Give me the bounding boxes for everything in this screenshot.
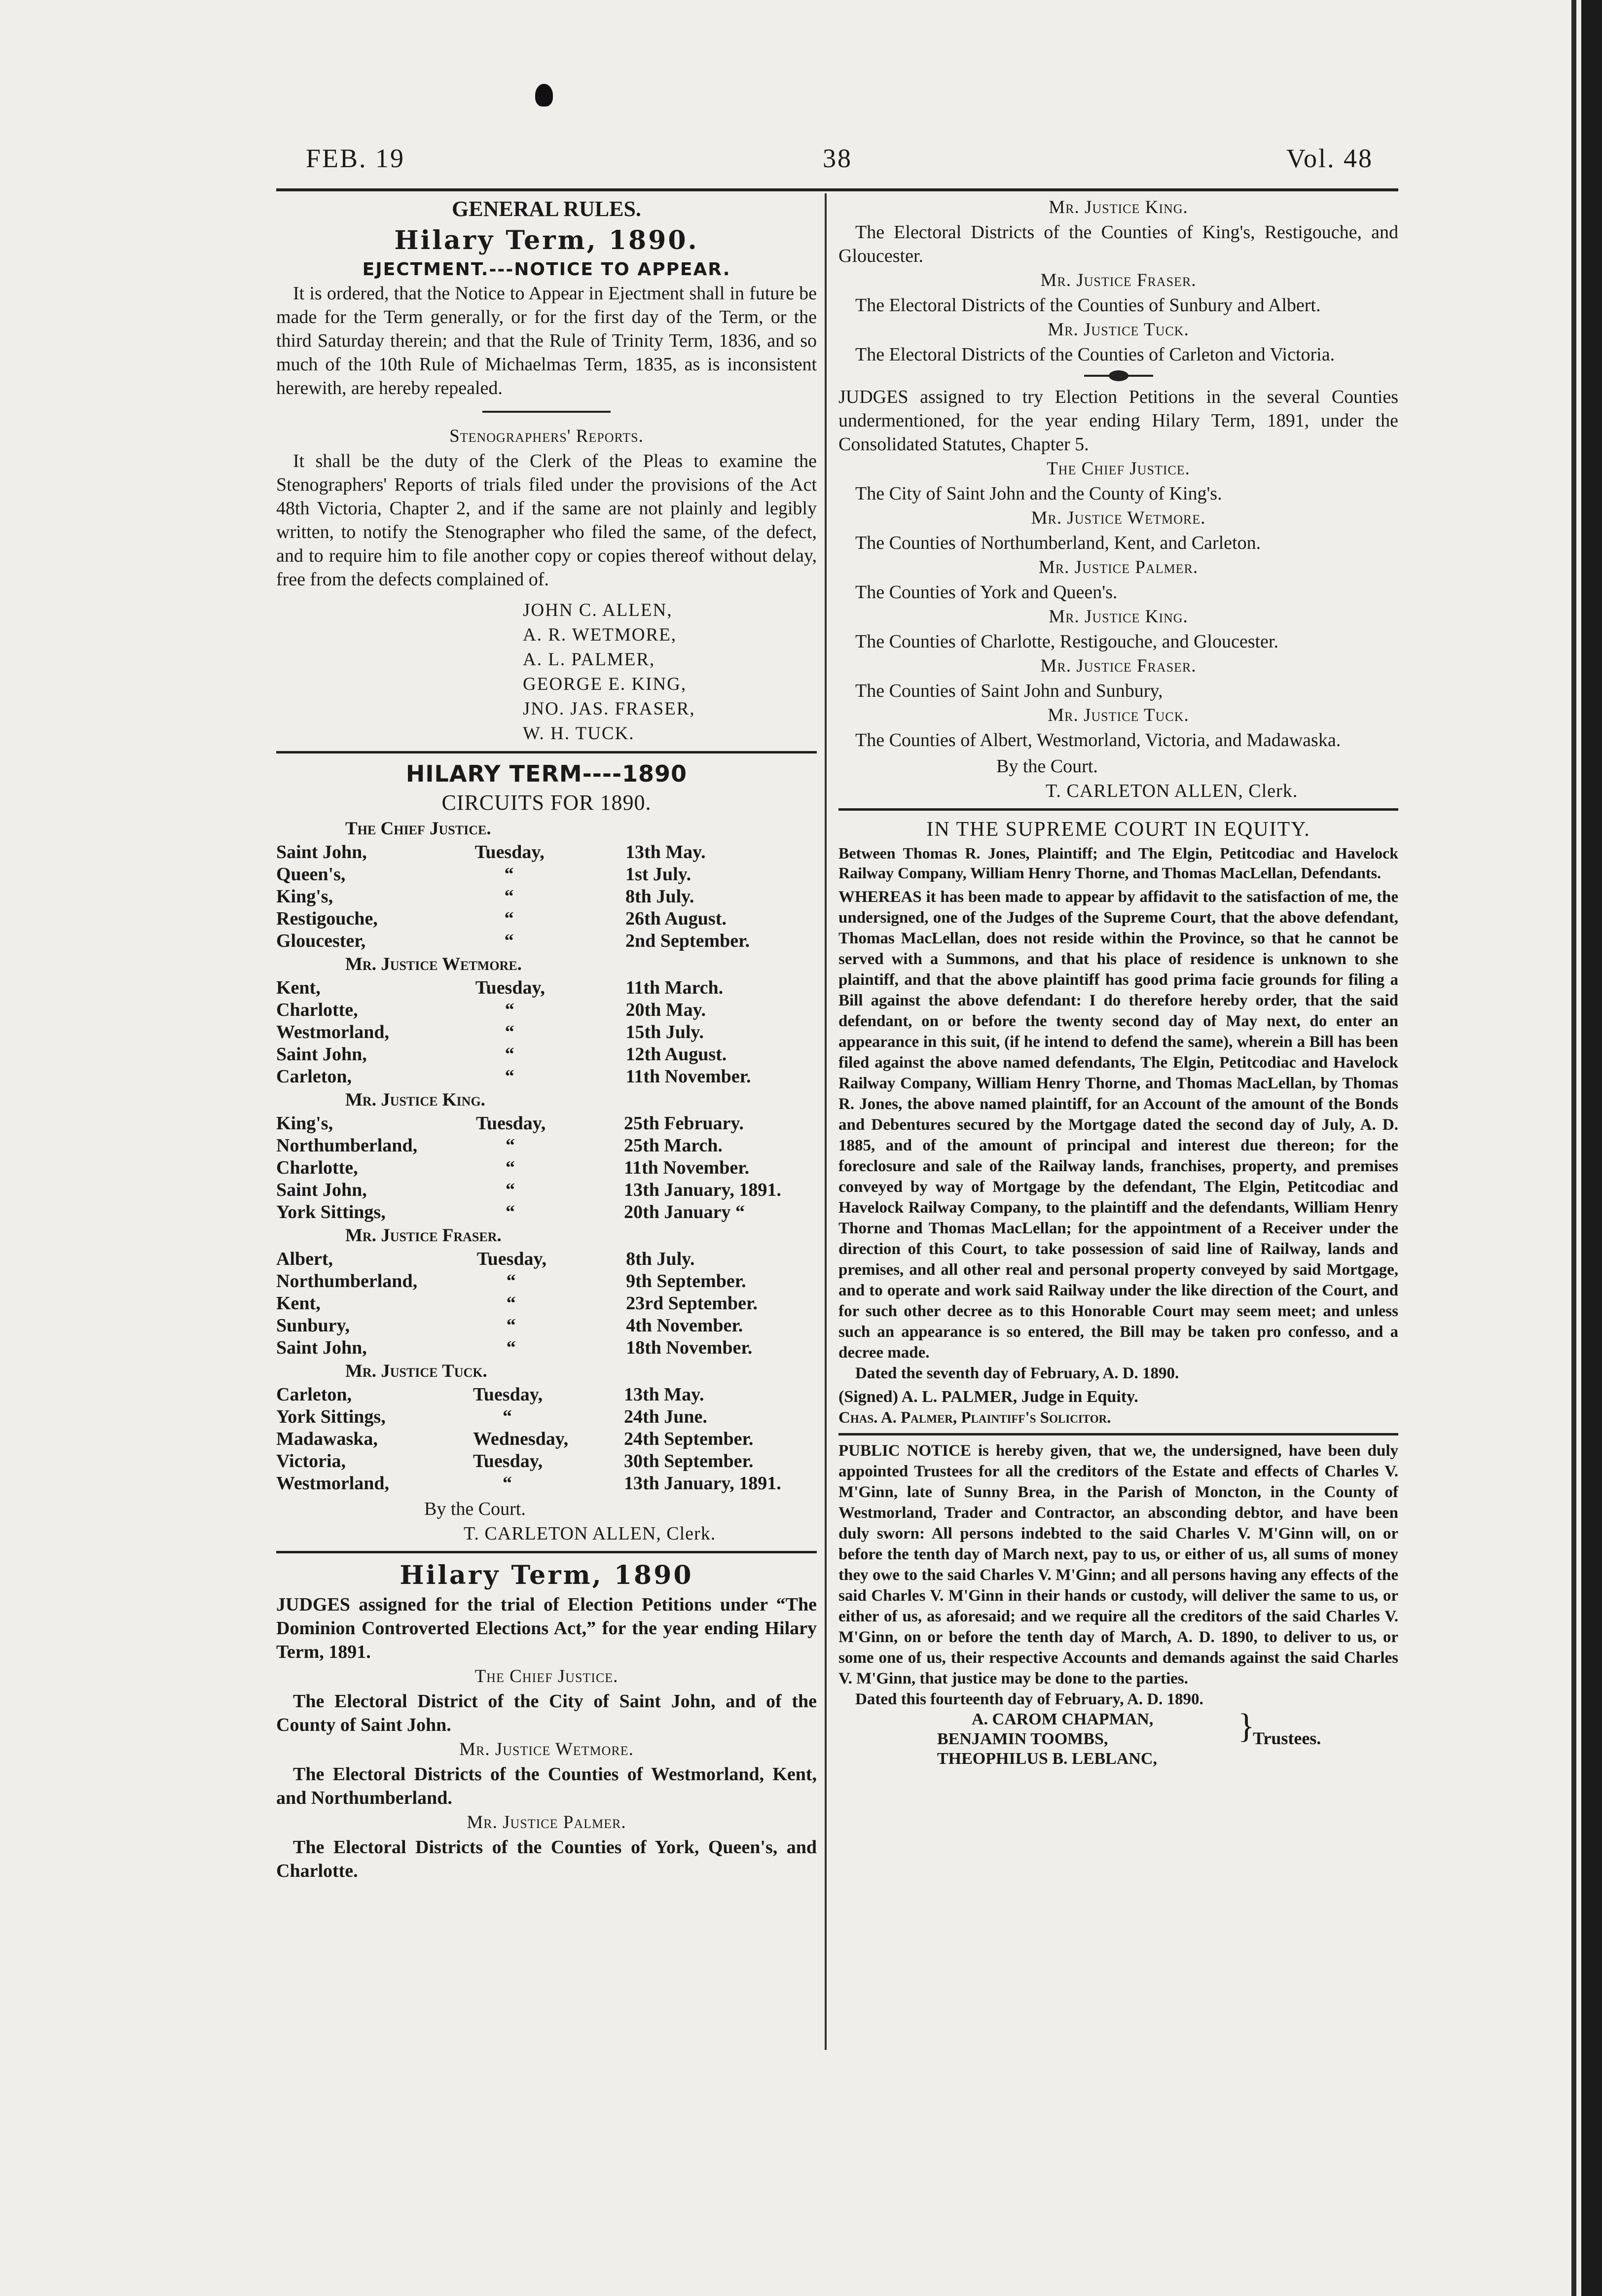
assignment-districts: The Counties of York and Queen's.	[855, 582, 1118, 603]
circuit-date: 11th November.	[624, 1157, 750, 1178]
dominion-assignments-continued	[838, 195, 1398, 366]
circuit-row	[276, 1270, 817, 1292]
by-the-court-right: By the Court.	[996, 756, 1098, 777]
circuit-table	[276, 1112, 817, 1223]
circuit-day: “	[505, 1044, 514, 1065]
trustee-name: THEOPHILUS B. LEBLANC,	[937, 1750, 1157, 1768]
circuit-place: Kent,	[276, 977, 321, 998]
circuit-row	[276, 1337, 817, 1359]
circuit-place: Saint John,	[276, 1337, 367, 1358]
section-rule	[838, 808, 1398, 811]
circuit-day: “	[505, 1022, 514, 1042]
binding-edge-inner	[1571, 0, 1576, 2296]
hilary-term-circuits-heading: HILARY TERM----1890	[405, 760, 688, 787]
left-column	[276, 195, 817, 1883]
clerk-signature: T. CARLETON ALLEN, Clerk.	[464, 1523, 716, 1544]
signer: GEORGE E. KING,	[523, 674, 687, 694]
equity-signed: (Signed) A. L. PALMER, Judge in Equity.	[838, 1388, 1138, 1406]
circuit-place: Madawaska,	[276, 1429, 378, 1449]
trustees-block	[937, 1707, 1398, 1769]
circuit-date: 2nd September.	[625, 931, 750, 951]
circuit-place: Gloucester,	[276, 931, 366, 951]
circuit-place: Albert,	[276, 1249, 333, 1269]
circuit-day: “	[504, 931, 514, 951]
hilary-term-heading-2: Hilary Term, 1890	[400, 1560, 693, 1590]
stenographers-heading: Stenographers' Reports.	[449, 426, 644, 446]
signer: A. L. PALMER,	[523, 649, 655, 670]
circuit-row	[276, 1201, 817, 1223]
assignment-districts: The Electoral Districts of the Counties of Carleton and Victoria.	[855, 344, 1335, 365]
circuit-row	[276, 1248, 817, 1270]
judges-signatures	[523, 598, 817, 746]
circuit-table	[276, 1248, 817, 1359]
equity-dated: Dated the seventh day of February, A. D. 1890.	[855, 1364, 1179, 1382]
circuit-date: 4th November.	[626, 1315, 743, 1336]
assignment-judge: Mr. Justice King.	[1049, 607, 1188, 627]
assignment-judge: Mr. Justice Tuck.	[1048, 320, 1189, 340]
general-rules-heading: GENERAL RULES.	[452, 197, 641, 221]
equity-parties: Between Thomas R. Jones, Plaintiff; and The Elgin, Petitcodiac and Havelock Railway Company, William Henry Thorne, and Thomas MacLellan, Defendants.	[838, 844, 1398, 882]
circuit-table	[276, 841, 817, 952]
circuit-place: Westmorland,	[276, 1473, 390, 1494]
ink-blot	[535, 84, 553, 107]
assignment-districts: The Counties of Saint John and Sunbury,	[855, 681, 1163, 701]
circuit-row	[276, 1315, 817, 1337]
circuit-place: Queen's,	[276, 864, 346, 885]
circuit-row	[276, 1066, 817, 1088]
circuit-row	[276, 1428, 817, 1450]
circuit-place: Westmorland,	[276, 1022, 390, 1042]
assignment-judge: Mr. Justice Palmer.	[467, 1812, 626, 1832]
assignment-judge: The Chief Justice.	[474, 1666, 619, 1686]
consolidated-judges-intro: JUDGES assigned to try Election Petitions in the several Counties undermentioned, for the year ending Hilary Term, 1891, under the Consolidated Statutes, Chapter 5.	[838, 387, 1398, 455]
assignment-districts: The Counties of Northumberland, Kent, and Carleton.	[855, 533, 1261, 553]
trustee-name: A. CAROM CHAPMAN,	[972, 1710, 1154, 1728]
circuit-row	[276, 1406, 817, 1428]
circuit-row	[276, 908, 817, 930]
assignment-districts: The Electoral Districts of the Counties of King's, Restigouche, and Gloucester.	[838, 222, 1398, 266]
assignment-districts: The Electoral Districts of the Counties of Westmorland, Kent, and Northumberland.	[276, 1764, 817, 1808]
circuit-day: “	[502, 1406, 512, 1427]
circuit-date: 13th January, 1891.	[624, 1180, 781, 1200]
circuit-place: York Sittings,	[276, 1202, 386, 1222]
circuit-date: 30th September.	[623, 1451, 754, 1471]
dominion-judges-intro: JUDGES assigned for the trial of Election Petitions under “The Dominion Controverted Elections Act,” for the year ending Hilary Term, 1891.	[276, 1594, 817, 1662]
circuit-place: Saint John,	[276, 1044, 367, 1065]
signer: JNO. JAS. FRASER,	[523, 699, 695, 719]
public-notice-text: PUBLIC NOTICE is hereby given, that we, the undersigned, have been duly appointed Trustees for all the creditors of the Estate and effects of Charles V. M'Ginn, late of Sunny Brea, in the Parish of Moncton, in the County of Westmorland, Trader and Contractor, an absconding debtor, and have been duly sworn: All persons indebted to the said Charles V. M'Ginn will, on or before the tenth day of March next, pay to us, or either of us, all sums of money they owe to the said Charles V. M'Ginn; and all persons having any effects of the said Charles V. M'Ginn in their hands or custody, will deliver the same to us, or either of us, as aforesaid; and we require all the creditors of the said Charles V. M'Ginn, on or before the tenth day of March, A. D. 1890, to deliver to us, or some one of us, their respective Accounts and demands against the said Charles V. M'Ginn, that justice may be done to the parties.	[838, 1442, 1398, 1687]
circuit-table	[276, 1384, 817, 1495]
signer: W. H. TUCK.	[523, 723, 635, 744]
circuit-date: 24th June.	[623, 1406, 707, 1427]
by-the-court: By the Court.	[424, 1499, 526, 1519]
circuit-date: 18th November.	[626, 1337, 753, 1358]
circuit-date: 13th May.	[623, 1384, 704, 1405]
header-page-number: 38	[823, 144, 852, 173]
circuit-place: Carleton,	[276, 1066, 352, 1087]
assignment-districts: The Electoral Districts of the Counties of Sunbury and Albert.	[855, 295, 1321, 316]
circuit-day: Wednesday,	[473, 1429, 569, 1449]
circuit-row	[276, 1021, 817, 1043]
column-divider	[825, 193, 827, 2050]
circuit-day: “	[506, 1202, 515, 1222]
equity-order-text: WHEREAS it has been made to appear by affidavit to the satisfaction of me, the undersigned, one of the Judges of the Supreme Court, that the above defendant, Thomas MacLellan, does not reside within the Province, so that he cannot be served with a Summons, and that his place of residence is unknown to she plaintiff, and that the above plaintiff has good prima facie grounds for filing a Bill against the above defendant: I do therefore hereby order, that the said defendant, on or before the twenty second day of May next, do enter an appearance in this suit, (if he intend to defend the same), wherein a Bill has been filed against the above named defendants, The Elgin, Petitcodiac and Havelock Railway Company, William Henry Thorne, and Thomas MacLellan, by Thomas R. Jones, the above named plaintiff, for an Account of the amount of the Bonds and Debentures secured by the Mortgage dated the second day of July, A. D. 1885, and of the amount of principal and interest due thereon; for the foreclosure and sale of the Railway lands, franchises, property, and premises conveyed by way of Mortgage by the defendant, The Elgin, Petitcodiac and Havelock Railway Company, to the plaintiff and the defendants, William Henry Thorne and Thomas MacLellan; for the appointment of a Receiver under the direction of this Court, to take possession of said line of Railway, lands and premises, and all other real and personal property conveyed by said Mortgage, and to operate and work said Railway under the like direction of the Court, and for such other decree as to this Honorable Court may seem meet; and unless such an appearance is so entered, the Bill may be taken pro confesso, and a decree made.	[838, 888, 1398, 1362]
circuit-row	[276, 863, 817, 886]
assignment-judge: Mr. Justice Fraser.	[1040, 656, 1197, 676]
circuit-place: Victoria,	[276, 1451, 346, 1471]
circuit-place: King's,	[276, 1113, 333, 1134]
circuit-place: Northumberland,	[276, 1271, 418, 1292]
circuit-row	[276, 1157, 817, 1179]
circuit-date: 8th July.	[626, 1249, 695, 1269]
circuit-day: “	[506, 1293, 516, 1314]
circuit-schedule	[276, 817, 817, 1495]
circuit-date: 1st July.	[625, 864, 692, 885]
circuit-date: 26th August.	[625, 908, 727, 929]
section-rule	[838, 1433, 1398, 1435]
circuit-day: “	[506, 1157, 515, 1178]
circuit-date: 25th March.	[624, 1135, 723, 1156]
circuit-date: 20th May.	[625, 1000, 706, 1020]
circuit-day: “	[502, 1473, 512, 1494]
circuit-day: “	[506, 1180, 515, 1200]
assignment-judge: Mr. Justice Palmer.	[1038, 557, 1199, 577]
circuit-place: Charlotte,	[276, 1157, 358, 1178]
circuit-judge: Mr. Justice Tuck.	[345, 1361, 487, 1381]
circuit-day: “	[506, 1337, 516, 1358]
header-date: FEB. 19	[306, 144, 405, 173]
circuit-day: “	[504, 886, 514, 907]
circuit-judge: Mr. Justice King.	[345, 1090, 485, 1110]
circuit-date: 8th July.	[625, 886, 694, 907]
header-volume: Vol. 48	[1286, 144, 1374, 173]
circuit-row	[276, 1292, 817, 1315]
clerk-signature-right: T. CARLETON ALLEN, Clerk.	[1046, 781, 1298, 801]
assignment-judge: Mr. Justice Wetmore.	[459, 1739, 634, 1759]
circuit-row	[276, 841, 817, 863]
assignment-districts: The Counties of Albert, Westmorland, Victoria, and Madawaska.	[855, 730, 1341, 751]
circuit-date: 24th September.	[623, 1429, 754, 1449]
ejectment-rule-text: It is ordered, that the Notice to Appear in Ejectment shall in future be made for the Term generally, or for the first day of the Term, or the third Saturday therein; and that the Rule of Trinity Term, 1836, and so much of the 10th Rule of Michaelmas Term, 1835, as is inconsistent herewith, are hereby repealed.	[276, 283, 817, 398]
circuit-place: Charlotte,	[276, 1000, 358, 1020]
circuit-row	[276, 1472, 817, 1495]
circuit-date: 20th January “	[624, 1202, 745, 1222]
stenographers-rule-text: It shall be the duty of the Clerk of the Pleas to examine the Stenographers' Reports of trials filed under the provisions of the Act 48th Victoria, Chapter 2, and if the same are not plainly and legibly written, to notify the Stenographer who filed the same, of the defect, and to require him to file another copy or copies thereof without delay, free from the defects complained of.	[276, 451, 817, 590]
circuit-row	[276, 1135, 817, 1157]
binding-edge	[1581, 0, 1602, 2296]
circuit-day: “	[506, 1315, 516, 1336]
circuit-judge: Mr. Justice Fraser.	[345, 1225, 502, 1246]
ejectment-heading: EJECTMENT.---NOTICE TO APPEAR.	[362, 259, 731, 280]
right-column	[838, 195, 1398, 1769]
assignment-judge: Mr. Justice Tuck.	[1048, 705, 1189, 725]
circuit-place: Saint John,	[276, 1180, 367, 1200]
circuit-place: Carleton,	[276, 1384, 352, 1405]
circuit-place: Sunbury,	[276, 1315, 350, 1336]
circuit-day: Tuesday,	[474, 842, 545, 862]
consolidated-assignments	[838, 456, 1398, 752]
circuit-date: 23rd September.	[626, 1293, 758, 1314]
circuit-date: 9th September.	[626, 1271, 746, 1292]
assignment-districts: The City of Saint John and the County of King's.	[855, 483, 1222, 504]
assignment-judge: Mr. Justice Wetmore.	[1031, 508, 1206, 528]
circuit-place: Northumberland,	[276, 1135, 418, 1156]
circuit-day: Tuesday,	[473, 1451, 543, 1471]
circuit-day: Tuesday,	[476, 1249, 546, 1269]
circuit-judge: Mr. Justice Wetmore.	[345, 954, 522, 974]
circuit-place: Restigouche,	[276, 908, 378, 929]
circuit-date: 11th November.	[625, 1066, 751, 1087]
circuit-place: York Sittings,	[276, 1406, 386, 1427]
assignment-districts: The Electoral Districts of the Counties of York, Queen's, and Charlotte.	[276, 1837, 817, 1881]
assignment-judge: Mr. Justice Fraser.	[1040, 270, 1197, 290]
public-notice-dated: Dated this fourteenth day of February, A. D. 1890.	[855, 1690, 1203, 1708]
circuit-row	[276, 999, 817, 1021]
circuit-day: “	[506, 1271, 516, 1292]
circuit-date: 13th May.	[625, 842, 706, 862]
circuit-row	[276, 977, 817, 999]
circuit-day: “	[506, 1135, 515, 1156]
circuit-day: Tuesday,	[476, 1113, 546, 1134]
circuit-row	[276, 1179, 817, 1201]
circuit-row	[276, 1043, 817, 1066]
equity-heading: IN THE SUPREME COURT IN EQUITY.	[926, 818, 1311, 841]
assignment-districts: The Counties of Charlotte, Restigouche, and Gloucester.	[855, 631, 1278, 652]
circuit-row	[276, 1450, 817, 1472]
circuits-heading: CIRCUITS FOR 1890.	[441, 790, 652, 815]
circuit-judge: The Chief Justice.	[345, 819, 491, 839]
circuit-row	[276, 1384, 817, 1406]
trustees-label: Trustees.	[1253, 1728, 1321, 1748]
assignment-judge: The Chief Justice.	[1047, 459, 1190, 479]
brace-glyph: }	[1238, 1707, 1255, 1745]
circuit-day: “	[504, 908, 514, 929]
ornament-divider	[1084, 370, 1153, 381]
circuit-place: Saint John,	[276, 842, 367, 862]
assignment-judge: Mr. Justice King.	[1049, 197, 1188, 217]
circuit-day: “	[504, 864, 514, 885]
signer: A. R. WETMORE,	[523, 625, 677, 645]
header-rule	[276, 188, 1398, 191]
hilary-term-heading: Hilary Term, 1890.	[394, 225, 699, 255]
circuit-place: King's,	[276, 886, 333, 907]
circuit-table	[276, 977, 817, 1088]
circuit-date: 25th February.	[624, 1113, 744, 1134]
circuit-row	[276, 886, 817, 908]
signer: JOHN C. ALLEN,	[523, 600, 673, 620]
section-rule	[276, 751, 817, 753]
circuit-day: “	[505, 1066, 514, 1087]
trustee-name: BENJAMIN TOOMBS,	[937, 1730, 1108, 1748]
circuit-date: 12th August.	[625, 1044, 727, 1065]
assignment-districts: The Electoral District of the City of Saint John, and of the County of Saint John.	[276, 1691, 817, 1735]
circuit-row	[276, 930, 817, 952]
circuit-day: “	[505, 1000, 514, 1020]
circuit-row	[276, 1112, 817, 1135]
equity-solicitor: Chas. A. Palmer, Plaintiff's Solicitor.	[838, 1409, 1111, 1427]
circuit-day: Tuesday,	[473, 1384, 543, 1405]
circuit-date: 13th January, 1891.	[623, 1473, 781, 1494]
circuit-date: 11th March.	[625, 977, 724, 998]
section-rule	[276, 1551, 817, 1553]
dominion-assignments	[276, 1664, 817, 1883]
circuit-place: Kent,	[276, 1293, 321, 1314]
circuit-day: Tuesday,	[475, 977, 545, 998]
circuit-date: 15th July.	[625, 1022, 704, 1042]
